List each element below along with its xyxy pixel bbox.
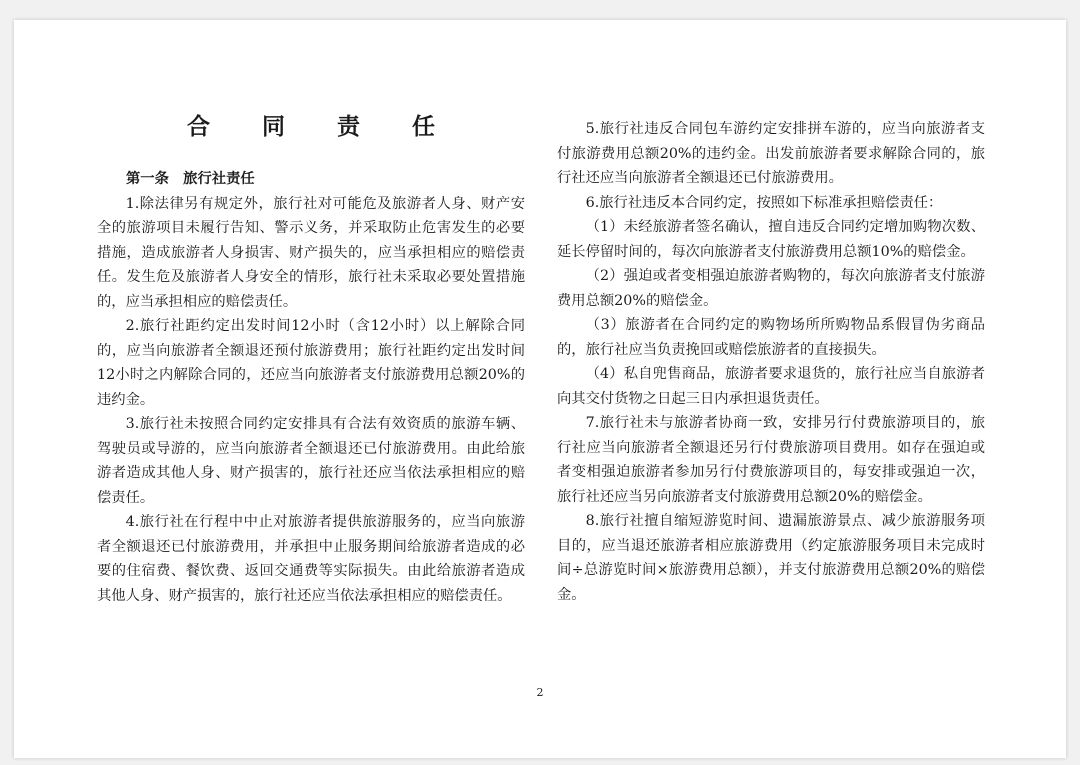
clause-8: 8.旅行社擅自缩短游览时间、遗漏旅游景点、减少旅游服务项目的，应当退还旅游者相应旅游费用（约定旅游服务项目未完成时间÷总游览时间×旅游费用总额），并支付旅游费用总额20%的赔偿金。 xyxy=(557,513,985,603)
clause-6-item-3: （3）旅游者在合同约定的购物场所所购物品系假冒伪劣商品的，旅行社应当负责挽回或赔偿旅游者的直接损失。 xyxy=(557,317,985,358)
right-column-body xyxy=(557,117,985,607)
document-page xyxy=(14,20,1066,758)
clause-6: 6.旅行社违反本合同约定，按照如下标准承担赔偿责任： xyxy=(585,194,943,211)
clause-2: 2.旅行社距约定出发时间12小时（含12小时）以上解除合同的，应当向旅游者全额退还预付旅游费用；旅行社距约定出发时间12小时之内解除合同的，还应当向旅游者支付旅游费用总额20%的违约金。 xyxy=(97,318,525,408)
clause-7: 7.旅行社未与旅游者协商一致，安排另行付费旅游项目的，旅行社应当向旅游者全额退还另行付费旅游项目费用。如存在强迫或者变相强迫旅游者参加另行付费旅游项目的，每安排或强迫一次，旅行社还应当另向旅游者支付旅游费用总额20%的赔偿金。 xyxy=(557,415,985,505)
clause-1: 1.除法律另有规定外，旅行社对可能危及旅游者人身、财产安全的旅游项目未履行告知、警示义务，并采取防止危害发生的必要措施，造成旅游者人身损害、财产损失的，应当承担相应的赔偿责任。发生危及旅游者人身安全的情形，旅行社未采取必要处置措施的，应当承担相应的赔偿责任。 xyxy=(97,195,525,310)
clause-6-item-1: （1）未经旅游者签名确认，擅自违反合同约定增加购物次数、延长停留时间的，每次向旅游者支付旅游费用总额10%的赔偿金。 xyxy=(557,219,985,260)
section-heading: 第一条 旅行社责任 xyxy=(126,171,255,187)
left-column-body xyxy=(97,167,525,608)
page-title: 合同责任 xyxy=(187,114,487,140)
clause-4: 4.旅行社在行程中中止对旅游者提供旅游服务的，应当向旅游者全额退还已付旅游费用，并承担中止服务期间给旅游者造成的必要的住宿费、餐饮费、返回交通费等实际损失。由此给旅游者造成其他人身、财产损害的，旅行社还应当依法承担相应的赔偿责任。 xyxy=(97,514,525,604)
clause-3: 3.旅行社未按照合同约定安排具有合法有效资质的旅游车辆、驾驶员或导游的，应当向旅游者全额退还已付旅游费用。由此给旅游者造成其他人身、财产损害的，旅行社还应当依法承担相应的赔偿责任。 xyxy=(97,416,525,506)
clause-6-item-4: （4）私自兜售商品，旅游者要求退货的，旅行社应当自旅游者向其交付货物之日起三日内承担退货责任。 xyxy=(557,366,985,407)
clause-5: 5.旅行社违反合同包车游约定安排拼车游的，应当向旅游者支付旅游费用总额20%的违约金。出发前旅游者要求解除合同的，旅行社还应当向旅游者全额退还已付旅游费用。 xyxy=(557,121,985,186)
clause-6-item-2: （2）强迫或者变相强迫旅游者购物的，每次向旅游者支付旅游费用总额20%的赔偿金。 xyxy=(557,268,985,309)
page-number: 2 xyxy=(536,686,544,699)
